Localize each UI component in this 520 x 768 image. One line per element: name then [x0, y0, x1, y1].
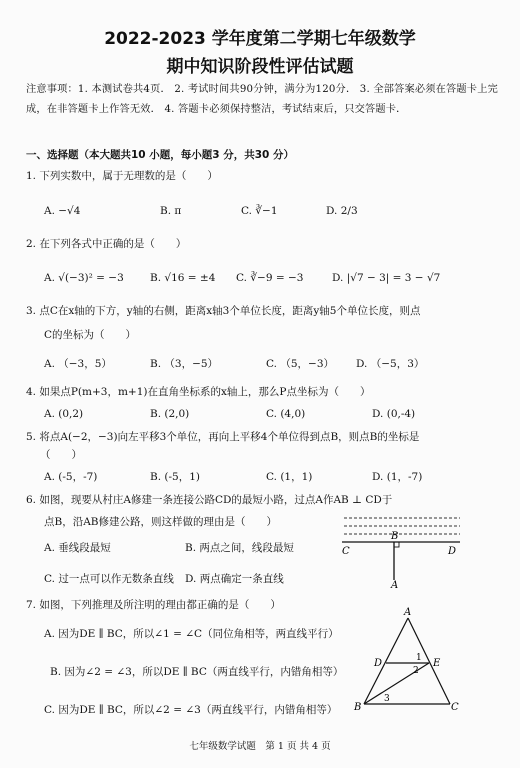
- q1-option-a: A. −√4: [44, 205, 81, 217]
- q4-option-d: D. (0,-4): [372, 408, 416, 420]
- q1-option-c: C. ∛−1: [241, 205, 278, 217]
- question-6-stem-line1: 6. 如图，现要从村庄A修建一条连接公路CD的最短小路，过点A作AB ⊥ CD于: [26, 494, 393, 506]
- question-2-stem: 2. 在下列各式中正确的是（ ）: [26, 238, 187, 250]
- q7-figure: [350, 606, 460, 712]
- q3-option-a: A. （−3，5）: [44, 358, 112, 370]
- label-c: C: [451, 702, 459, 712]
- q6-option-d: D. 两点确定一条直线: [185, 573, 284, 585]
- question-3-stem-line1: 3. 点C在x轴的下方，y轴的右侧，距离x轴3个单位长度，距离y轴5个单位长度，则点: [26, 305, 421, 317]
- exam-title: 2022-2023 学年度第二学期七年级数学: [104, 29, 416, 49]
- q6-option-c: C. 过一点可以作无数条直线: [44, 573, 174, 585]
- q1-option-b: B. π: [160, 205, 182, 217]
- q6-option-b: B. 两点之间，线段最短: [185, 542, 294, 554]
- q6-figure: [336, 510, 466, 590]
- section-heading: 一、选择题（本大题共10 小题，每小题3 分，共30 分）: [26, 149, 294, 161]
- label-d: D: [374, 658, 383, 669]
- q5-option-a: A. (-5，-7): [44, 471, 98, 483]
- question-7-stem: 7. 如图，下列推理及所注明的理由都正确的是（ ）: [26, 599, 281, 611]
- label-b: B: [391, 531, 399, 542]
- q3-option-c: C. （5，−3）: [266, 358, 334, 370]
- q5-option-b: B. (-5，1): [150, 471, 200, 483]
- q4-option-a: A. (0,2): [44, 408, 84, 420]
- label-c: C: [342, 546, 350, 557]
- question-5-stem-line1: 5. 将点A(−2，−3)向左平移3个单位，再向上平移4个单位得到点B，则点B的坐标是: [26, 431, 420, 443]
- question-1-stem: 1. 下列实数中，属于无理数的是（ ）: [26, 170, 218, 182]
- angle-2-label: 2: [413, 666, 419, 676]
- question-6-stem-line2: 点B，沿AB修建公路，则这样做的理由是（ ）: [44, 516, 278, 528]
- q7-option-b: B. 因为∠2 = ∠3，所以DE ∥ BC（两直线平行，内错角相等）: [50, 666, 344, 678]
- question-3-stem-line2: C的坐标为（ ）: [44, 329, 137, 341]
- label-e: E: [433, 658, 441, 669]
- angle-1-label: 1: [416, 653, 422, 663]
- q5-option-c: C. (1，1): [266, 471, 313, 483]
- q5-option-d: D. (1，-7): [372, 471, 423, 483]
- right-angle-mark: [394, 542, 399, 547]
- q2-option-b: B. √16 = ±4: [150, 272, 216, 284]
- page-footer: 七年级数学试题 第 1 页 共 4 页: [189, 741, 331, 752]
- label-a: A: [391, 580, 399, 590]
- angle-3-label: 3: [384, 694, 390, 704]
- road-hatching: [344, 518, 460, 534]
- label-a: A: [404, 607, 412, 618]
- q2-option-a: A. √(−3)² = −3: [44, 272, 124, 284]
- q7-option-a: A. 因为DE ∥ BC，所以∠1 = ∠C（同位角相等，两直线平行）: [44, 628, 339, 640]
- q2-option-c: C. ∛−9 = −3: [236, 272, 304, 284]
- q4-option-c: C. (4,0): [266, 408, 306, 420]
- q2-option-d: D. |√7 − 3| = 3 − √7: [332, 272, 441, 284]
- q7-option-c: C. 因为DE ∥ BC，所以∠2 = ∠3（两直线平行，内错角相等）: [44, 704, 338, 716]
- label-d: D: [448, 546, 457, 557]
- segment-be: [364, 663, 429, 704]
- question-5-stem-line2: （ ）: [40, 449, 82, 461]
- q3-option-d: D. （−5，3）: [356, 358, 425, 370]
- exam-notes: 注意事项：1. 本测试卷共4页． 2. 考试时间共90分钟，满分为120分． 3. 全部答案必须在答题卡上完成，在非答题卡上作答无效． 4. 答题卡必须保持整洁，考试结束后，只交答题卡．: [26, 84, 498, 115]
- label-b: B: [354, 702, 362, 712]
- exam-subtitle: 期中知识阶段性评估试题: [166, 57, 354, 77]
- question-4-stem: 4. 如果点P(m+3，m+1)在直角坐标系的x轴上，那么P点坐标为（ ）: [26, 386, 371, 398]
- q1-option-d: D. 2/3: [326, 205, 358, 217]
- q6-option-a: A. 垂线段最短: [44, 542, 111, 554]
- q3-option-b: B. （3，−5）: [150, 358, 219, 370]
- q4-option-b: B. (2,0): [150, 408, 190, 420]
